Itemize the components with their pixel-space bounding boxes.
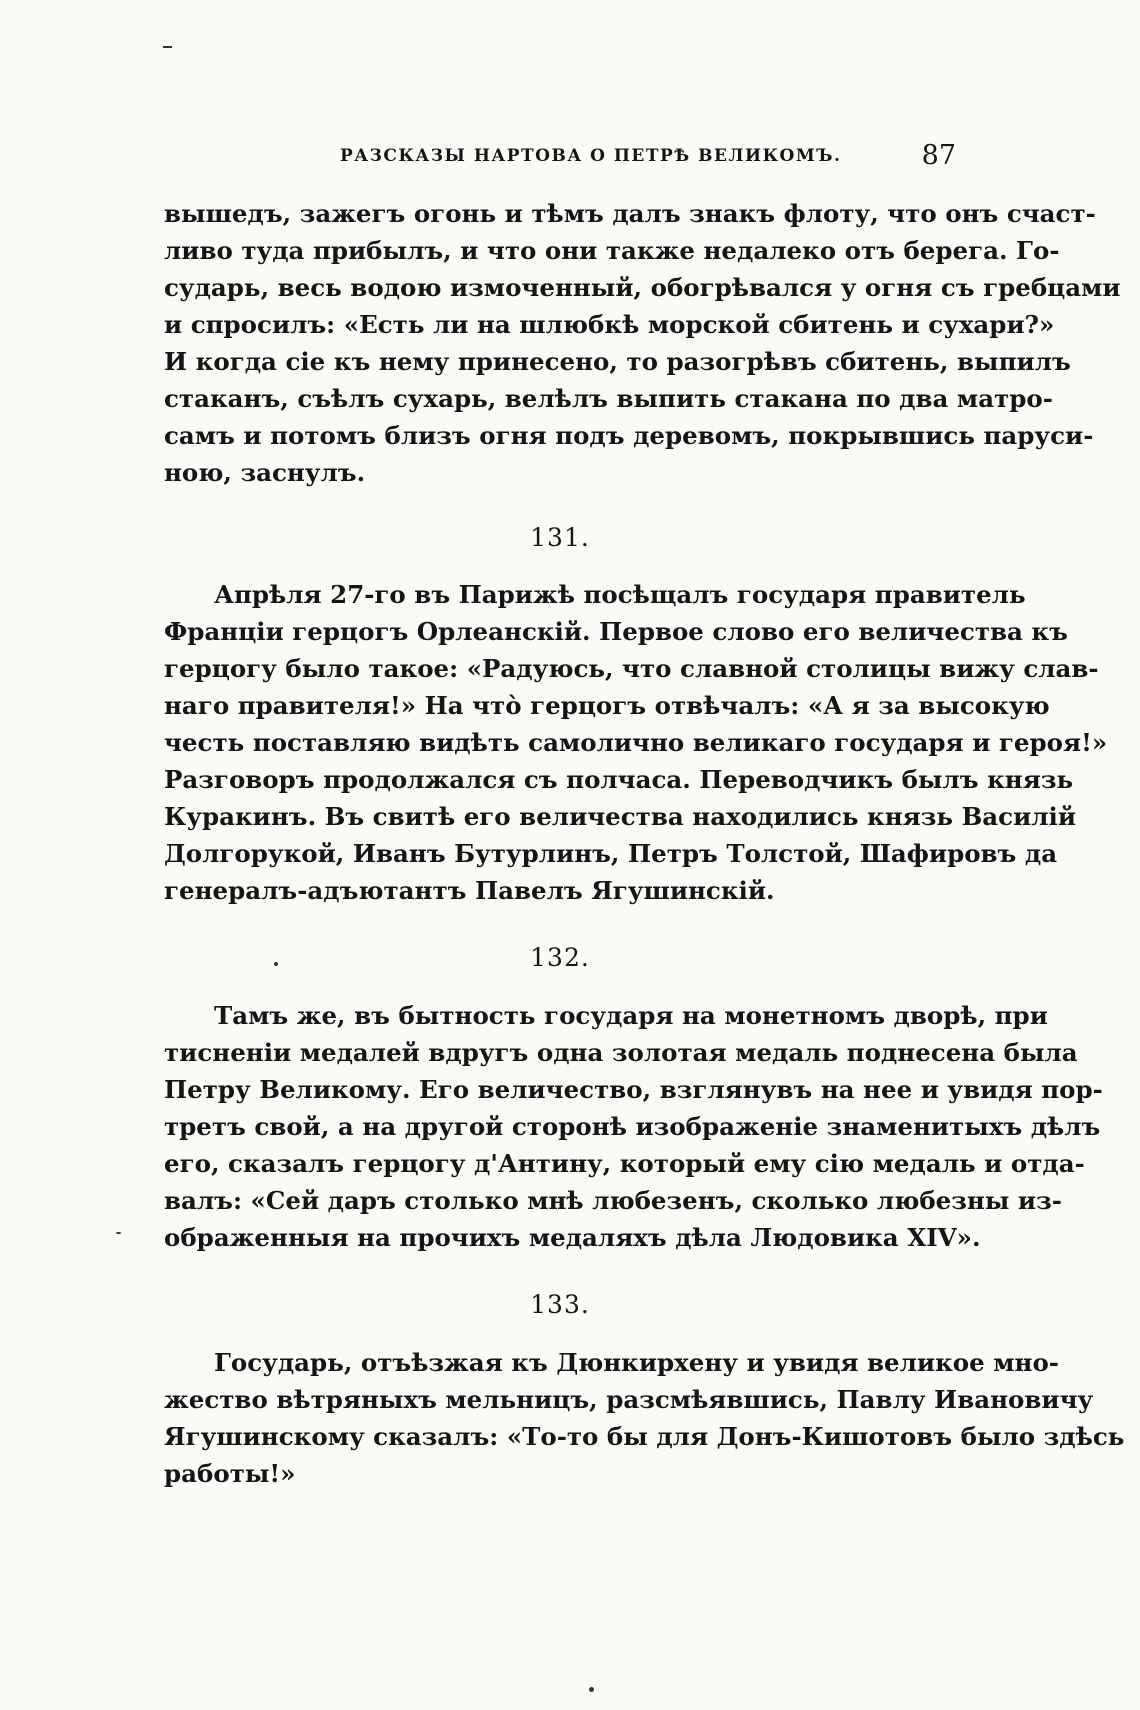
text-line: Долгорукой, Иванъ Бутурлинъ, Петръ Толстой, Шафировъ да — [164, 839, 1058, 868]
text-line: Разговоръ продолжался съ полчаса. Переводчикъ былъ князь — [164, 765, 1074, 794]
text-line: Тамъ же, въ бытность государя на монетномъ дворѣ, при — [214, 1001, 1048, 1030]
text-line: честь поставляю видѣть самолично великаго государя и героя!» — [164, 728, 1108, 757]
text-line: И когда сіе къ нему принесено, то разогрѣвъ сбитень, выпилъ — [164, 347, 1071, 376]
text-line: жество вѣтряныхъ мельницъ, разсмѣявшись, Павлу Ивановичу — [164, 1385, 1094, 1414]
paragraph-continuation — [164, 195, 1121, 491]
text-line: ною, заснулъ. — [164, 458, 366, 487]
section-number-133: 133. — [530, 1290, 590, 1319]
text-line: Государь, отъѣзжая къ Дюнкирхену и увидя великое мно- — [214, 1348, 1059, 1377]
text-line: Ягушинскому сказалъ: «То-то бы для Донъ-Кишотовъ было здѣсь — [164, 1422, 1125, 1451]
text-line: наго правителя!» На что̀ герцогъ отвѣчалъ: «А я за высокую — [164, 691, 1050, 720]
text-line: стаканъ, съѣлъ сухарь, велѣлъ выпить стакана по два матро- — [164, 384, 1053, 413]
scan-speck — [589, 1687, 594, 1692]
text-line: сударь, весь водою измоченный, обогрѣвался у огня съ гребцами — [164, 273, 1121, 302]
text-line: генералъ-адъютантъ Павелъ Ягушинскій. — [164, 876, 775, 905]
text-line: Петру Великому. Его величество, взглянувъ на нее и увидя пор- — [164, 1075, 1103, 1104]
scan-speck — [116, 1232, 121, 1234]
text-line: третъ свой, а на другой сторонѣ изображеніе знаменитыхъ дѣлъ — [164, 1112, 1101, 1141]
text-line: его, сказалъ герцогу д'Антину, который ему сію медаль и отда- — [164, 1149, 1085, 1178]
text-line: самъ и потомъ близъ огня подъ деревомъ, покрывшись паруси- — [164, 421, 1094, 450]
paragraph-132 — [164, 997, 1103, 1256]
scan-dash-mark — [163, 46, 172, 48]
page-number: 87 — [921, 140, 956, 171]
text-line: валъ: «Сей даръ столько мнѣ любезенъ, сколько любезны из- — [164, 1186, 1062, 1215]
text-line: ливо туда прибылъ, и что они также недалеко отъ берега. Го- — [164, 236, 1060, 265]
paragraph-133 — [164, 1344, 1125, 1492]
text-line: и спросилъ: «Есть ли на шлюбкѣ морской сбитень и сухари?» — [164, 310, 1055, 339]
text-line: вышедъ, зажегъ огонь и тѣмъ далъ знакъ флоту, что онъ счаст- — [164, 199, 1096, 228]
running-title: РАЗСКАЗЫ НАРТОВА О ПЕТРѢ ВЕЛИКОМЪ. — [340, 146, 842, 166]
text-line: Франціи герцогъ Орлеанскій. Первое слово его величества къ — [164, 617, 1068, 646]
text-line: работы!» — [164, 1459, 296, 1488]
page-header — [340, 140, 956, 180]
text-line: герцогу было такое: «Радуюсь, что славной столицы вижу слав- — [164, 654, 1099, 683]
text-line: Апрѣля 27-го въ Парижѣ посѣщалъ государя правитель — [214, 580, 1026, 609]
paragraph-131 — [164, 576, 1108, 909]
section-number-131: 131. — [530, 523, 590, 552]
text-line: тисненіи медалей вдругъ одна золотая медаль поднесена была — [164, 1038, 1078, 1067]
text-line: Куракинъ. Въ свитѣ его величества находились князь Василій — [164, 802, 1077, 831]
text-line: ображенныя на прочихъ медаляхъ дѣла Людовика XIV». — [164, 1223, 981, 1252]
section-number-132: 132. — [530, 943, 590, 972]
